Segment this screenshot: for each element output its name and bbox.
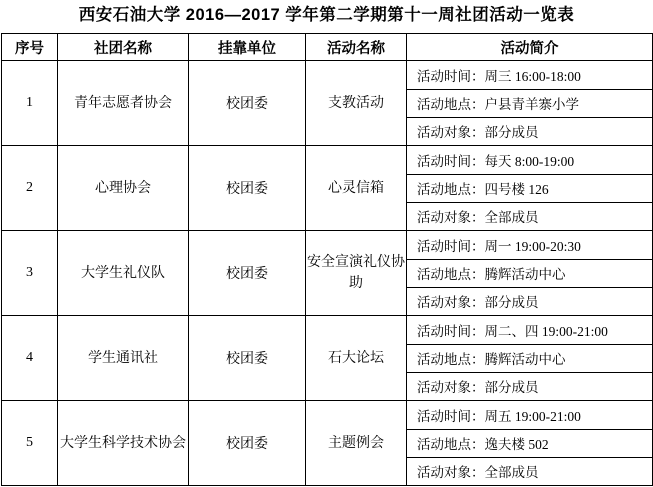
- activity-time: 活动时间：每天 8:00-19:00: [407, 147, 652, 175]
- activity-location: 活动地点：腾辉活动中心: [407, 345, 652, 373]
- club-name: 青年志愿者协会: [58, 61, 189, 146]
- activity-summary-cell: [407, 401, 653, 486]
- header-activity-name: 活动名称: [306, 34, 407, 61]
- table-row: [2, 401, 653, 486]
- activity-location: 活动地点：逸夫楼 502: [407, 430, 652, 458]
- row-number: 5: [2, 401, 58, 486]
- details-stack: [407, 147, 652, 230]
- details-stack: [407, 402, 652, 485]
- header-club-name: 社团名称: [58, 34, 189, 61]
- affiliated-unit: 校团委: [189, 146, 306, 231]
- activity-time: 活动时间：周五 19:00-21:00: [407, 402, 652, 430]
- activity-audience: 活动对象：部分成员: [417, 125, 539, 140]
- activity-audience: 活动对象：部分成员: [417, 295, 539, 310]
- affiliated-unit: 校团委: [189, 401, 306, 486]
- activity-name: 安全宣演礼仪协助: [306, 231, 407, 316]
- club-activities-table: [1, 33, 653, 486]
- activity-location: 活动地点：腾辉活动中心: [407, 260, 652, 288]
- club-name: 学生通讯社: [58, 316, 189, 401]
- row-number: 4: [2, 316, 58, 401]
- table-header-row: [2, 34, 653, 61]
- activity-name: 主题例会: [306, 401, 407, 486]
- details-stack: [407, 232, 652, 315]
- activity-time: 活动时间：周一 19:00-20:30: [407, 232, 652, 260]
- activity-name: 心灵信箱: [306, 146, 407, 231]
- details-stack: [407, 317, 652, 400]
- table-row: [2, 146, 653, 231]
- table-row: [2, 231, 653, 316]
- row-number: 3: [2, 231, 58, 316]
- activity-time: 活动时间：周三 16:00-18:00: [407, 62, 652, 90]
- row-number: 1: [2, 61, 58, 146]
- activity-location: 活动地点：户县青羊寨小学: [407, 90, 652, 118]
- table-row: [2, 61, 653, 146]
- activity-name: 石大论坛: [306, 316, 407, 401]
- club-name: 大学生科学技术协会: [58, 401, 189, 486]
- details-stack: [407, 62, 652, 145]
- header-serial-number: 序号: [2, 34, 58, 61]
- affiliated-unit: 校团委: [189, 231, 306, 316]
- row-number: 2: [2, 146, 58, 231]
- activity-time: 活动时间：周二、四 19:00-21:00: [407, 317, 652, 345]
- activity-summary-cell: [407, 316, 653, 401]
- header-activity-summary: 活动简介: [407, 34, 653, 61]
- activity-summary-cell: [407, 61, 653, 146]
- page-title: 西安石油大学 2016—2017 学年第二学期第十一周社团活动一览表: [78, 6, 575, 24]
- activity-name: 支教活动: [306, 61, 407, 146]
- activity-summary-cell: [407, 146, 653, 231]
- header-affiliated-unit: 挂靠单位: [189, 34, 306, 61]
- activity-audience: 活动对象：全部成员: [417, 210, 539, 225]
- table-row: [2, 316, 653, 401]
- affiliated-unit: 校团委: [189, 61, 306, 146]
- activity-audience: 活动对象：部分成员: [417, 380, 539, 395]
- club-name: 大学生礼仪队: [58, 231, 189, 316]
- activity-summary-cell: [407, 231, 653, 316]
- club-name: 心理协会: [58, 146, 189, 231]
- activity-audience: 活动对象：全部成员: [417, 465, 539, 480]
- affiliated-unit: 校团委: [189, 316, 306, 401]
- activity-location: 活动地点：四号楼 126: [407, 175, 652, 203]
